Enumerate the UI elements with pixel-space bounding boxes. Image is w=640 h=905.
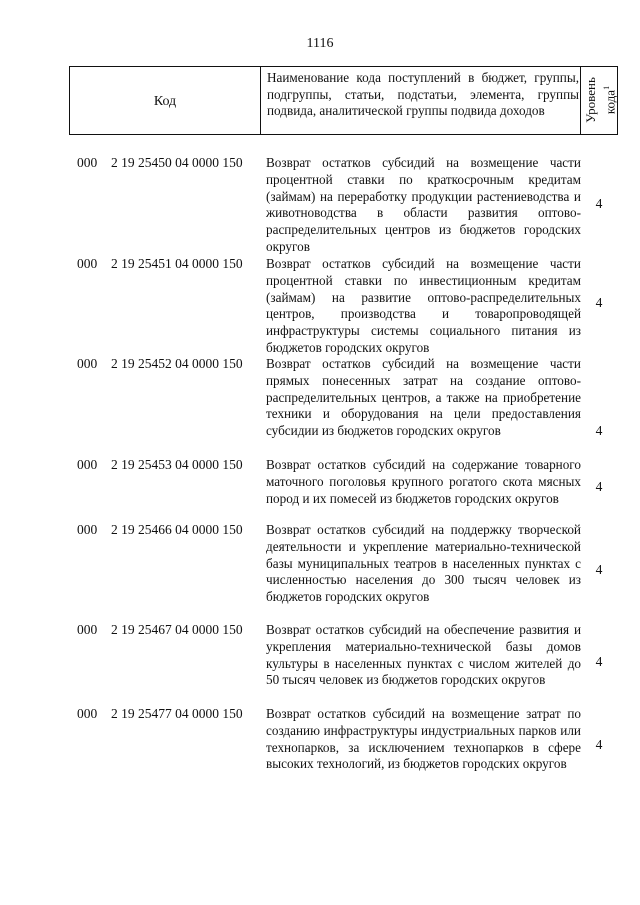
row-name: Возврат остатков субсидий на обеспечение развития и укрепления материально-технической базы домов культуры в населенных пунктах с числом жителей до 50 тысяч человек из бюджетов городских округов [266,622,581,688]
row-level: 4 [595,479,603,494]
header-level-label: Уровень кода [583,77,618,123]
row-code: 2 19 25452 04 0000 150 [111,356,243,371]
row-name: Возврат остатков субсидий на возмещение части прямых понесенных затрат на создание оптово-распределительных центров, а также на приобретение техники и оборудования на цели предоставления субсидии из бюджетов городских округов [266,356,581,439]
row-code: 2 19 25467 04 0000 150 [111,622,243,637]
row-prefix: 000 [77,155,98,170]
row-level: 4 [595,654,603,669]
row-name: Возврат остатков субсидий на возмещение затрат по созданию инфраструктуры индустриальных парков или технопарков, за исключением технопарков в сфере высоких технологий, из бюджетов городских округов [266,706,581,772]
header-level [581,67,618,134]
row-level: 4 [595,196,603,211]
header-level-footnote: 1 [602,85,611,90]
row-code: 2 19 25477 04 0000 150 [111,706,243,721]
row-prefix: 000 [77,706,98,721]
row-prefix: 000 [77,457,98,472]
row-level: 4 [595,737,603,752]
row-name: Возврат остатков субсидий на содержание товарного маточного поголовья крупного рогатого скота мясных пород и их помесей из бюджетов городских округов [266,457,581,506]
column-divider [260,67,261,134]
header-name: Наименование кода поступлений в бюджет, группы, подгруппы, статьи, подстатьи, элемента, группы подвида, аналитической группы подвида доходов [267,70,579,118]
row-prefix: 000 [77,256,98,271]
row-name: Возврат остатков субсидий на возмещение части процентной ставки по краткосрочным кредитам (займам) на переработку продукции растениеводства и животноводства в области развития оптово-распределительных центров из бюджетов городских округов [266,155,581,254]
page-number: 1116 [306,36,334,51]
row-prefix: 000 [77,356,98,371]
row-code: 2 19 25466 04 0000 150 [111,522,243,537]
row-name: Возврат остатков субсидий на возмещение части процентной ставки по инвестиционным кредитам (займам) на развитие оптово-распределительных центров, производства и товаропроводящей инфраструктуры системы социального питания из бюджетов городских округов [266,256,581,355]
row-code: 2 19 25451 04 0000 150 [111,256,243,271]
table-header [69,66,618,135]
row-prefix: 000 [77,622,98,637]
header-code: Код [153,93,177,109]
row-name: Возврат остатков субсидий на поддержку творческой деятельности и укрепление материально-технической базы муниципальных театров в населенных пунктах с численностью населения до 300 тысяч человек из бюджетов городских округов [266,522,581,605]
row-code: 2 19 25453 04 0000 150 [111,457,243,472]
row-prefix: 000 [77,522,98,537]
row-level: 4 [595,295,603,310]
row-level: 4 [595,423,603,438]
row-level: 4 [595,562,603,577]
row-code: 2 19 25450 04 0000 150 [111,155,243,170]
